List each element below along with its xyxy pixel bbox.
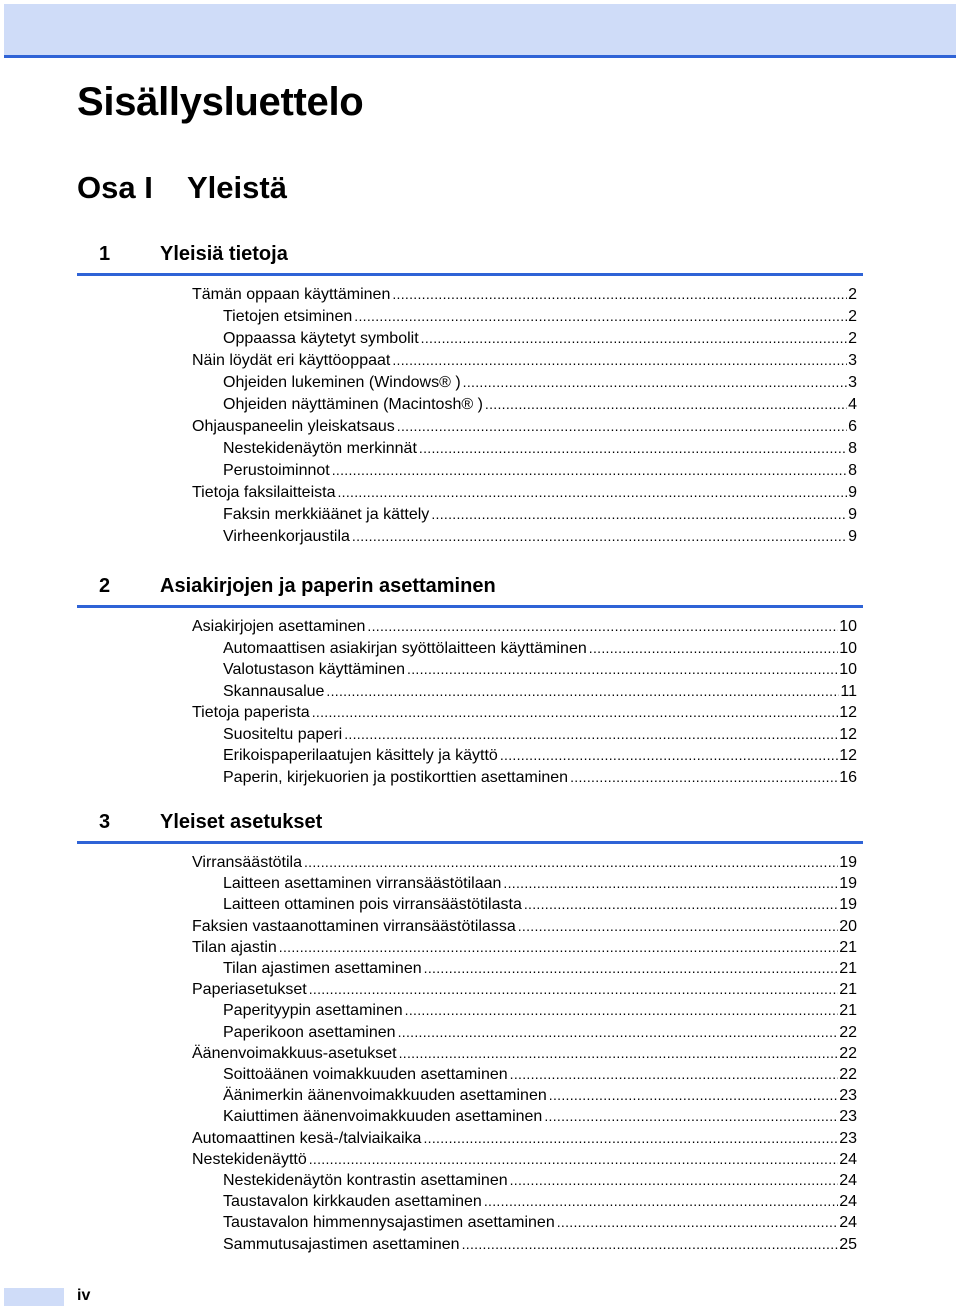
chapter-3-heading (77, 808, 863, 844)
toc-entry[interactable]: Äänimerkin äänenvoimakkuuden asettaminen ..... 23 (223, 1085, 857, 1107)
toc-entry[interactable]: Faksien vastaanottaminen virransäästötilassa ..... 20 (192, 916, 857, 938)
toc-entry[interactable]: Taustavalon kirkkauden asettaminen ..... 24 (223, 1191, 857, 1213)
chapter-1-heading (77, 240, 863, 276)
toc-entry[interactable]: Tilan ajastimen asettaminen ..... 21 (223, 958, 857, 980)
toc-entry[interactable]: Paperin, kirjekuorien ja postikorttien asettaminen ..... 16 (223, 767, 857, 789)
toc-entry[interactable]: Tilan ajastin ..... 21 (192, 937, 857, 959)
toc-entry[interactable]: Tietoja paperista ..... 12 (192, 702, 857, 724)
toc-entry[interactable]: Ohjauspaneelin yleiskatsaus ..... 6 (192, 416, 857, 438)
part-number: Osa I (77, 170, 153, 205)
toc-entry[interactable]: Virheenkorjaustila ..... 9 (223, 526, 857, 548)
toc-entry[interactable]: Nestekidenäytön merkinnät ..... 8 (223, 438, 857, 460)
toc-entry[interactable]: Ohjeiden lukeminen (Windows® ) ..... 3 (223, 372, 857, 394)
toc-entry[interactable]: Sammutusajastimen asettaminen ..... 25 (223, 1234, 857, 1256)
toc-entry[interactable]: Oppaassa käytetyt symbolit ..... 2 (223, 328, 857, 350)
toc-entry[interactable]: Tietoja faksilaitteista ..... 9 (192, 482, 857, 504)
toc-entry[interactable]: Skannausalue ..... 11 (223, 681, 857, 703)
toc-entry[interactable]: Kaiuttimen äänenvoimakkuuden asettaminen ..... 23 (223, 1106, 857, 1128)
chapter-number: 1 (99, 243, 111, 265)
toc-entry[interactable]: Nestekidenäytön kontrastin asettaminen ..... 24 (223, 1170, 857, 1192)
toc-entry[interactable]: Paperiasetukset ..... 21 (192, 979, 857, 1001)
toc-entry[interactable]: Soittoäänen voimakkuuden asettaminen ..... 22 (223, 1064, 857, 1086)
chapter-title: Yleisiä tietoja (160, 243, 288, 265)
chapter-2-heading (77, 572, 863, 608)
toc-entry[interactable]: Virransäästötila ..... 19 (192, 852, 857, 874)
part-title-text: Yleistä (187, 170, 287, 205)
chapter-title: Yleiset asetukset (160, 811, 323, 833)
toc-entry[interactable]: Paperikoon asettaminen ..... 22 (223, 1022, 857, 1044)
toc-entry[interactable]: Automaattinen kesä-/talviaikaika ..... 23 (192, 1128, 857, 1150)
page-number: iv (77, 1287, 91, 1304)
toc-entry[interactable]: Laitteen ottaminen pois virransäästötilasta ..... 19 (223, 894, 857, 916)
toc-entry[interactable]: Faksin merkkiäänet ja kättely ..... 9 (223, 504, 857, 526)
toc-entry[interactable]: Perustoiminnot ..... 8 (223, 460, 857, 482)
chapter-number: 2 (99, 575, 111, 597)
toc-entry[interactable]: Tietojen etsiminen ..... 2 (223, 306, 857, 328)
footer-band (4, 1288, 64, 1306)
part-title (77, 170, 287, 206)
toc-entry[interactable]: Nestekidenäyttö ..... 24 (192, 1149, 857, 1171)
toc-entry[interactable]: Äänenvoimakkuus-asetukset ..... 22 (192, 1043, 857, 1065)
toc-entry[interactable]: Ohjeiden näyttäminen (Macintosh® ) ..... 4 (223, 394, 857, 416)
toc-entry[interactable]: Näin löydät eri käyttöoppaat ..... 3 (192, 350, 857, 372)
toc-entry[interactable]: Tämän oppaan käyttäminen ..... 2 (192, 284, 857, 306)
toc-entry[interactable]: Taustavalon himmennysajastimen asettaminen ..... 24 (223, 1212, 857, 1234)
toc-entry[interactable]: Laitteen asettaminen virransäästötilaan ..... 19 (223, 873, 857, 895)
toc-entry[interactable]: Erikoispaperilaatujen käsittely ja käyttö ..... 12 (223, 745, 857, 767)
toc-entry[interactable]: Suositeltu paperi ..... 12 (223, 724, 857, 746)
header-band (4, 4, 956, 58)
toc-entry[interactable]: Paperityypin asettaminen ..... 21 (223, 1000, 857, 1022)
toc-entry[interactable]: Automaattisen asiakirjan syöttölaitteen käyttäminen ..... 10 (223, 638, 857, 660)
toc-entry[interactable]: Valotustason käyttäminen ..... 10 (223, 659, 857, 681)
toc-entry[interactable]: Asiakirjojen asettaminen ..... 10 (192, 616, 857, 638)
page-title: Sisällysluettelo (77, 80, 364, 124)
chapter-number: 3 (99, 811, 111, 833)
chapter-title: Asiakirjojen ja paperin asettaminen (160, 575, 496, 597)
